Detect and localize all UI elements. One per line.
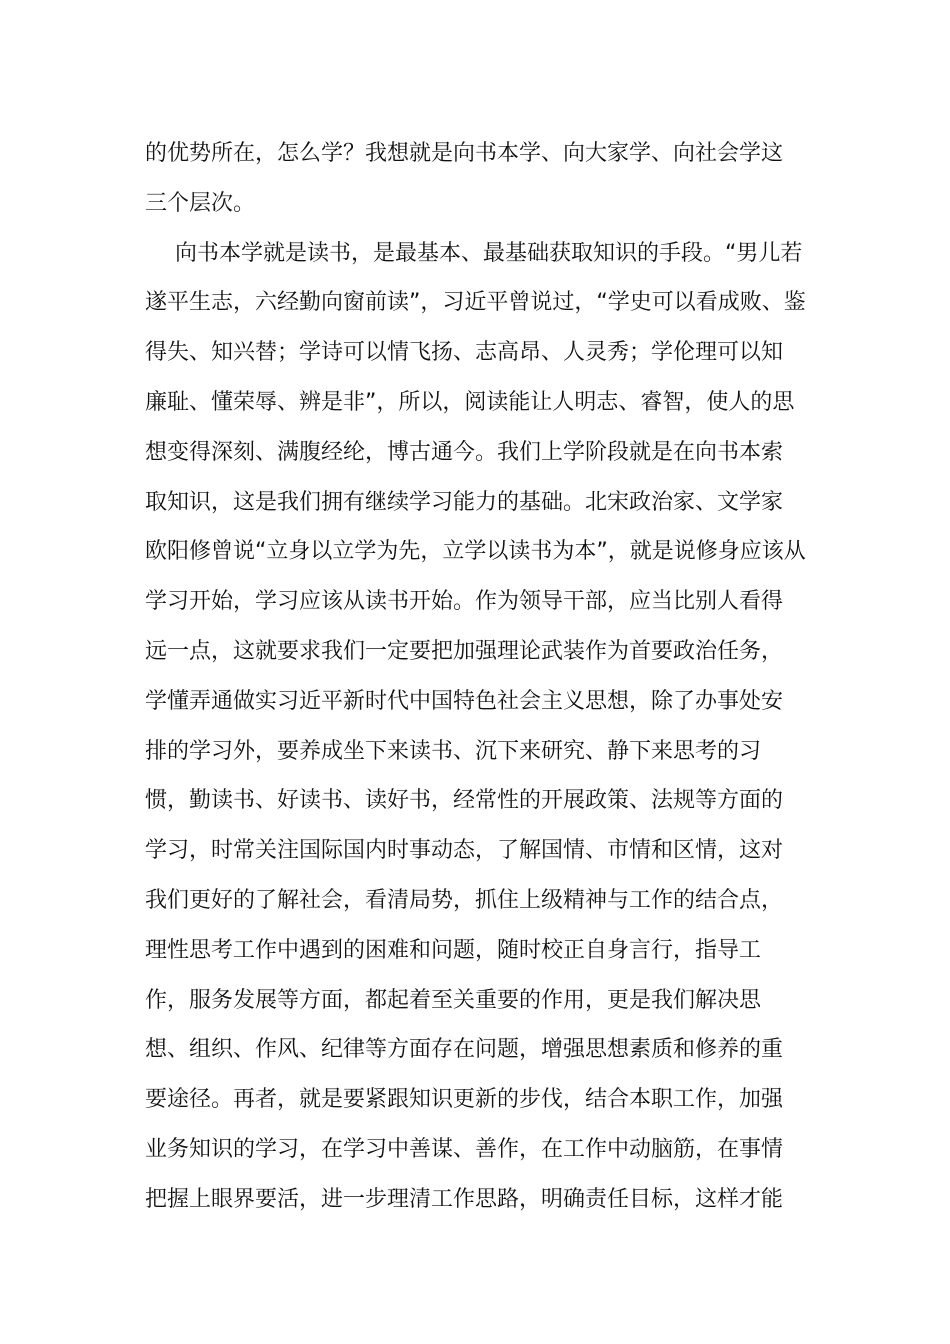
text-line: 三个层次。 <box>145 190 256 216</box>
text-line: 想、组织、作风、纪律等方面存在问题，增强思想素质和修养的重 <box>145 1037 784 1063</box>
text-line: 理性思考工作中遇到的困难和问题，随时校正自身言行，指导工 <box>145 937 762 963</box>
text-line: 把握上眼界要活，进一步理清工作思路，明确责任目标，这样才能 <box>145 1186 784 1212</box>
text-line: 我们更好的了解社会，看清局势，抓住上级精神与工作的结合点， <box>145 887 784 913</box>
text-line: 得失、知兴替；学诗可以情飞扬、志高昂、人灵秀；学伦理可以知 <box>145 340 784 366</box>
text-line: 学懂弄通做实习近平新时代中国特色社会主义思想，除了办事处安 <box>145 688 784 714</box>
text-line: 排的学习外，要养成坐下来读书、沉下来研究、静下来思考的习 <box>145 738 762 764</box>
body-text <box>145 129 810 1225</box>
paragraph-first-line: 向书本学就是读书，是最基本、最基础获取知识的手段。“男儿若 <box>175 240 803 266</box>
text-line: 作，服务发展等方面，都起着至关重要的作用，更是我们解决思 <box>145 987 762 1013</box>
text-line: 惯，勤读书、好读书、读好书，经常性的开展政策、法规等方面的 <box>145 788 784 814</box>
text-line: 业务知识的学习，在学习中善谋、善作，在工作中动脑筋，在事情 <box>145 1136 784 1162</box>
text-line: 欧阳修曾说“立身以立学为先，立学以读书为本”，就是说修身应该从 <box>145 539 806 565</box>
text-line: 学习，时常关注国际国内时事动态，了解国情、市情和区情，这对 <box>145 838 784 864</box>
text-line: 想变得深刻、满腹经纶，博古通今。我们上学阶段就是在向书本索 <box>145 439 784 465</box>
text-line: 学习开始，学习应该从读书开始。作为领导干部，应当比别人看得 <box>145 589 784 615</box>
text-line: 廉耻、懂荣辱、辨是非”，所以，阅读能让人明志、睿智，使人的思 <box>145 389 795 415</box>
text-line: 的优势所在，怎么学？我想就是向书本学、向大家学、向社会学这 <box>145 141 784 166</box>
text-line: 遂平生志，六经勤向窗前读”，习近平曾说过，“学史可以看成败、鉴 <box>145 290 806 316</box>
text-line: 取知识，这是我们拥有继续学习能力的基础。北宋政治家、文学家 <box>145 489 784 515</box>
text-line: 远一点，这就要求我们一定要把加强理论武装作为首要政治任务， <box>145 638 784 664</box>
text-line: 要途径。再者，就是要紧跟知识更新的步伐，结合本职工作，加强 <box>145 1087 784 1113</box>
